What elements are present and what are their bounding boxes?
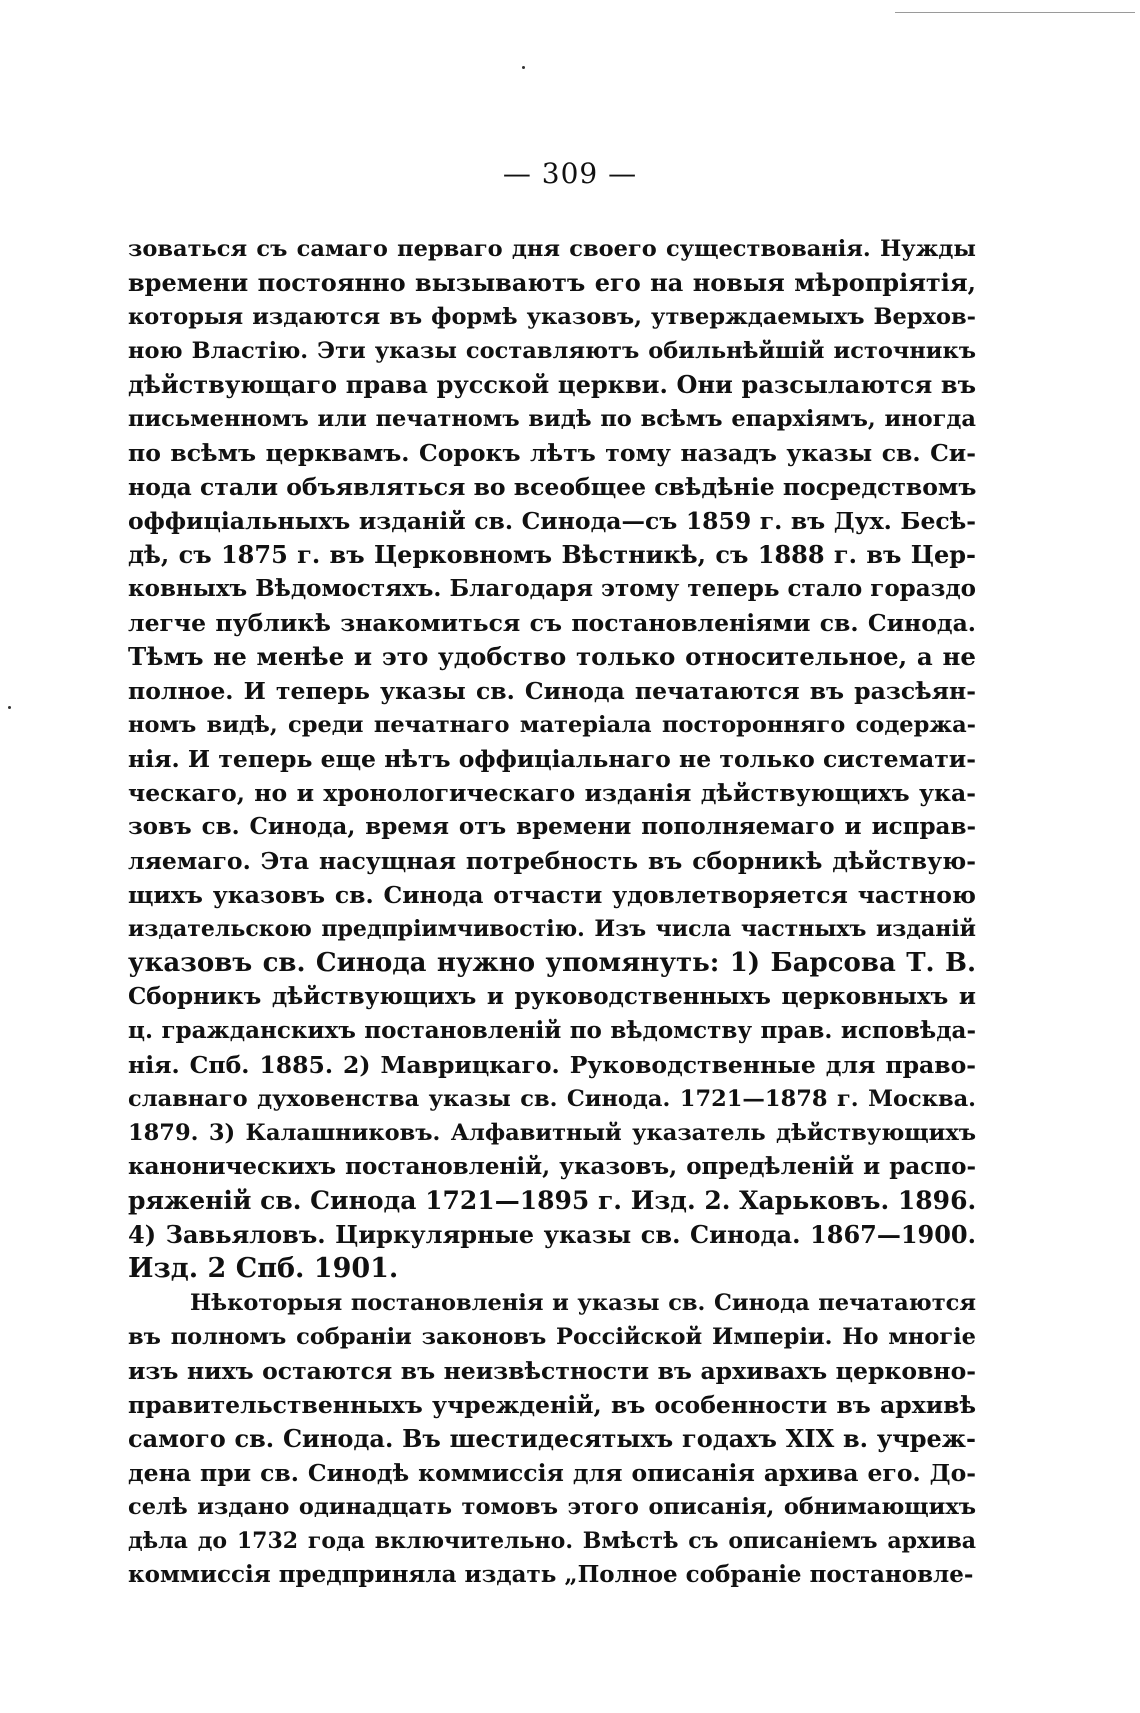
text-line: нія. Спб. 1885. 2) Маврицкаго. Руководственные для право- <box>128 1051 976 1079</box>
text-line: дѣла до 1732 года включительно. Вмѣстѣ съ описаніемъ архива <box>128 1528 976 1554</box>
scan-speck <box>8 706 11 709</box>
text-line: по всѣмъ церквамъ. Сорокъ лѣтъ тому назадъ указы св. Си- <box>128 439 976 467</box>
text-line: нія. И теперь еще нѣтъ оффиціальнаго не только системати- <box>128 745 976 773</box>
text-line: дѣ, съ 1875 г. въ Церковномъ Вѣстникѣ, съ 1888 г. въ Цер- <box>128 540 976 569</box>
text-line: ною Властію. Эти указы составляютъ обильнѣйшій источникъ <box>128 338 976 364</box>
text-line: письменномъ или печатномъ видѣ по всѣмъ епархіямъ, иногда <box>128 406 976 432</box>
text-line: Тѣмъ не менѣе и это удобство только относительное, а не <box>128 642 976 671</box>
text-line: ляемаго. Эта насущная потребность въ сборникѣ дѣйствую- <box>128 847 976 875</box>
body-text <box>128 232 976 1592</box>
text-line: Нѣкоторыя постановленія и указы св. Синода печатаются <box>190 1290 976 1316</box>
text-line: дѣйствующаго права русской церкви. Они разсылаются въ <box>128 370 976 399</box>
scan-edge-line <box>895 12 1135 13</box>
text-line: которыя издаются въ формѣ указовъ, утверждаемыхъ Верхов- <box>128 304 976 330</box>
text-line: въ полномъ собраніи законовъ Россійской Имперіи. Но многіе <box>128 1324 976 1350</box>
text-line: дена при св. Синодѣ коммиссія для описанія архива его. До- <box>128 1459 976 1487</box>
text-line: номъ видѣ, среди печатнаго матеріала посторонняго содержа- <box>128 712 976 738</box>
text-line: каноническихъ постановленій, указовъ, опредѣленій и распо- <box>128 1153 976 1180</box>
text-line: Изд. 2 Спб. 1901. <box>128 1253 399 1284</box>
text-line: времени постоянно вызываютъ его на новыя мѣропріятія, <box>128 268 976 297</box>
page-number: — 309 — <box>502 157 638 190</box>
text-line: правительственныхъ учрежденій, въ особенности въ архивѣ <box>128 1391 976 1419</box>
text-line: славнаго духовенства указы св. Синода. 1721—1878 г. Москва. <box>128 1086 976 1112</box>
text-line: 1879. 3) Калашниковъ. Алфавитный указатель дѣйствующихъ <box>128 1120 976 1146</box>
text-line: нода стали объявляться во всеобщее свѣдѣніе посредствомъ <box>128 473 976 501</box>
text-line: изъ нихъ остаются въ неизвѣстности въ архивахъ церковно- <box>128 1357 976 1385</box>
text-line: ц. гражданскихъ постановленій по вѣдомству прав. исповѣда- <box>128 1017 976 1044</box>
text-line: самого св. Синода. Въ шестидесятыхъ годахъ XIX в. учреж- <box>128 1424 976 1453</box>
text-line: легче публикѣ знакомиться съ постановленіями св. Синода. <box>128 609 976 637</box>
text-line: зовъ св. Синода, время отъ времени пополняемаго и исправ- <box>128 813 976 840</box>
text-line: щихъ указовъ св. Синода отчасти удовлетворяется частною <box>128 881 976 909</box>
text-line: оффиціальныхъ изданій св. Синода—съ 1859 г. въ Дух. Бесѣ- <box>128 507 976 535</box>
text-line: 4) Завьяловъ. Циркулярные указы св. Синода. 1867—1900. <box>128 1220 976 1249</box>
text-line: полное. И теперь указы св. Синода печатаются въ разсѣян- <box>128 677 976 705</box>
text-line: ческаго, но и хронологическаго изданія дѣйствующихъ ука- <box>128 779 976 807</box>
text-line: указовъ св. Синода нужно упомянуть: 1) Барсова Т. В. <box>128 948 976 978</box>
text-line: ковныхъ Вѣдомостяхъ. Благодаря этому теперь стало гораздо <box>128 575 976 602</box>
text-line: ряженій св. Синода 1721—1895 г. Изд. 2. Харьковъ. 1896. <box>128 1186 976 1215</box>
text-line: селѣ издано одинадцать томовъ этого описанія, обнимающихъ <box>128 1494 976 1520</box>
text-line: коммиссія предприняла издать „Полное собраніе постановле- <box>128 1561 974 1588</box>
scan-speck <box>522 66 525 69</box>
text-line: издательскою предпріимчивостію. Изъ числа частныхъ изданій <box>128 916 976 942</box>
text-line: Сборникъ дѣйствующихъ и руководственныхъ церковныхъ и <box>128 983 976 1010</box>
text-line: зоваться съ самаго перваго дня своего существованія. Нужды <box>128 236 976 262</box>
